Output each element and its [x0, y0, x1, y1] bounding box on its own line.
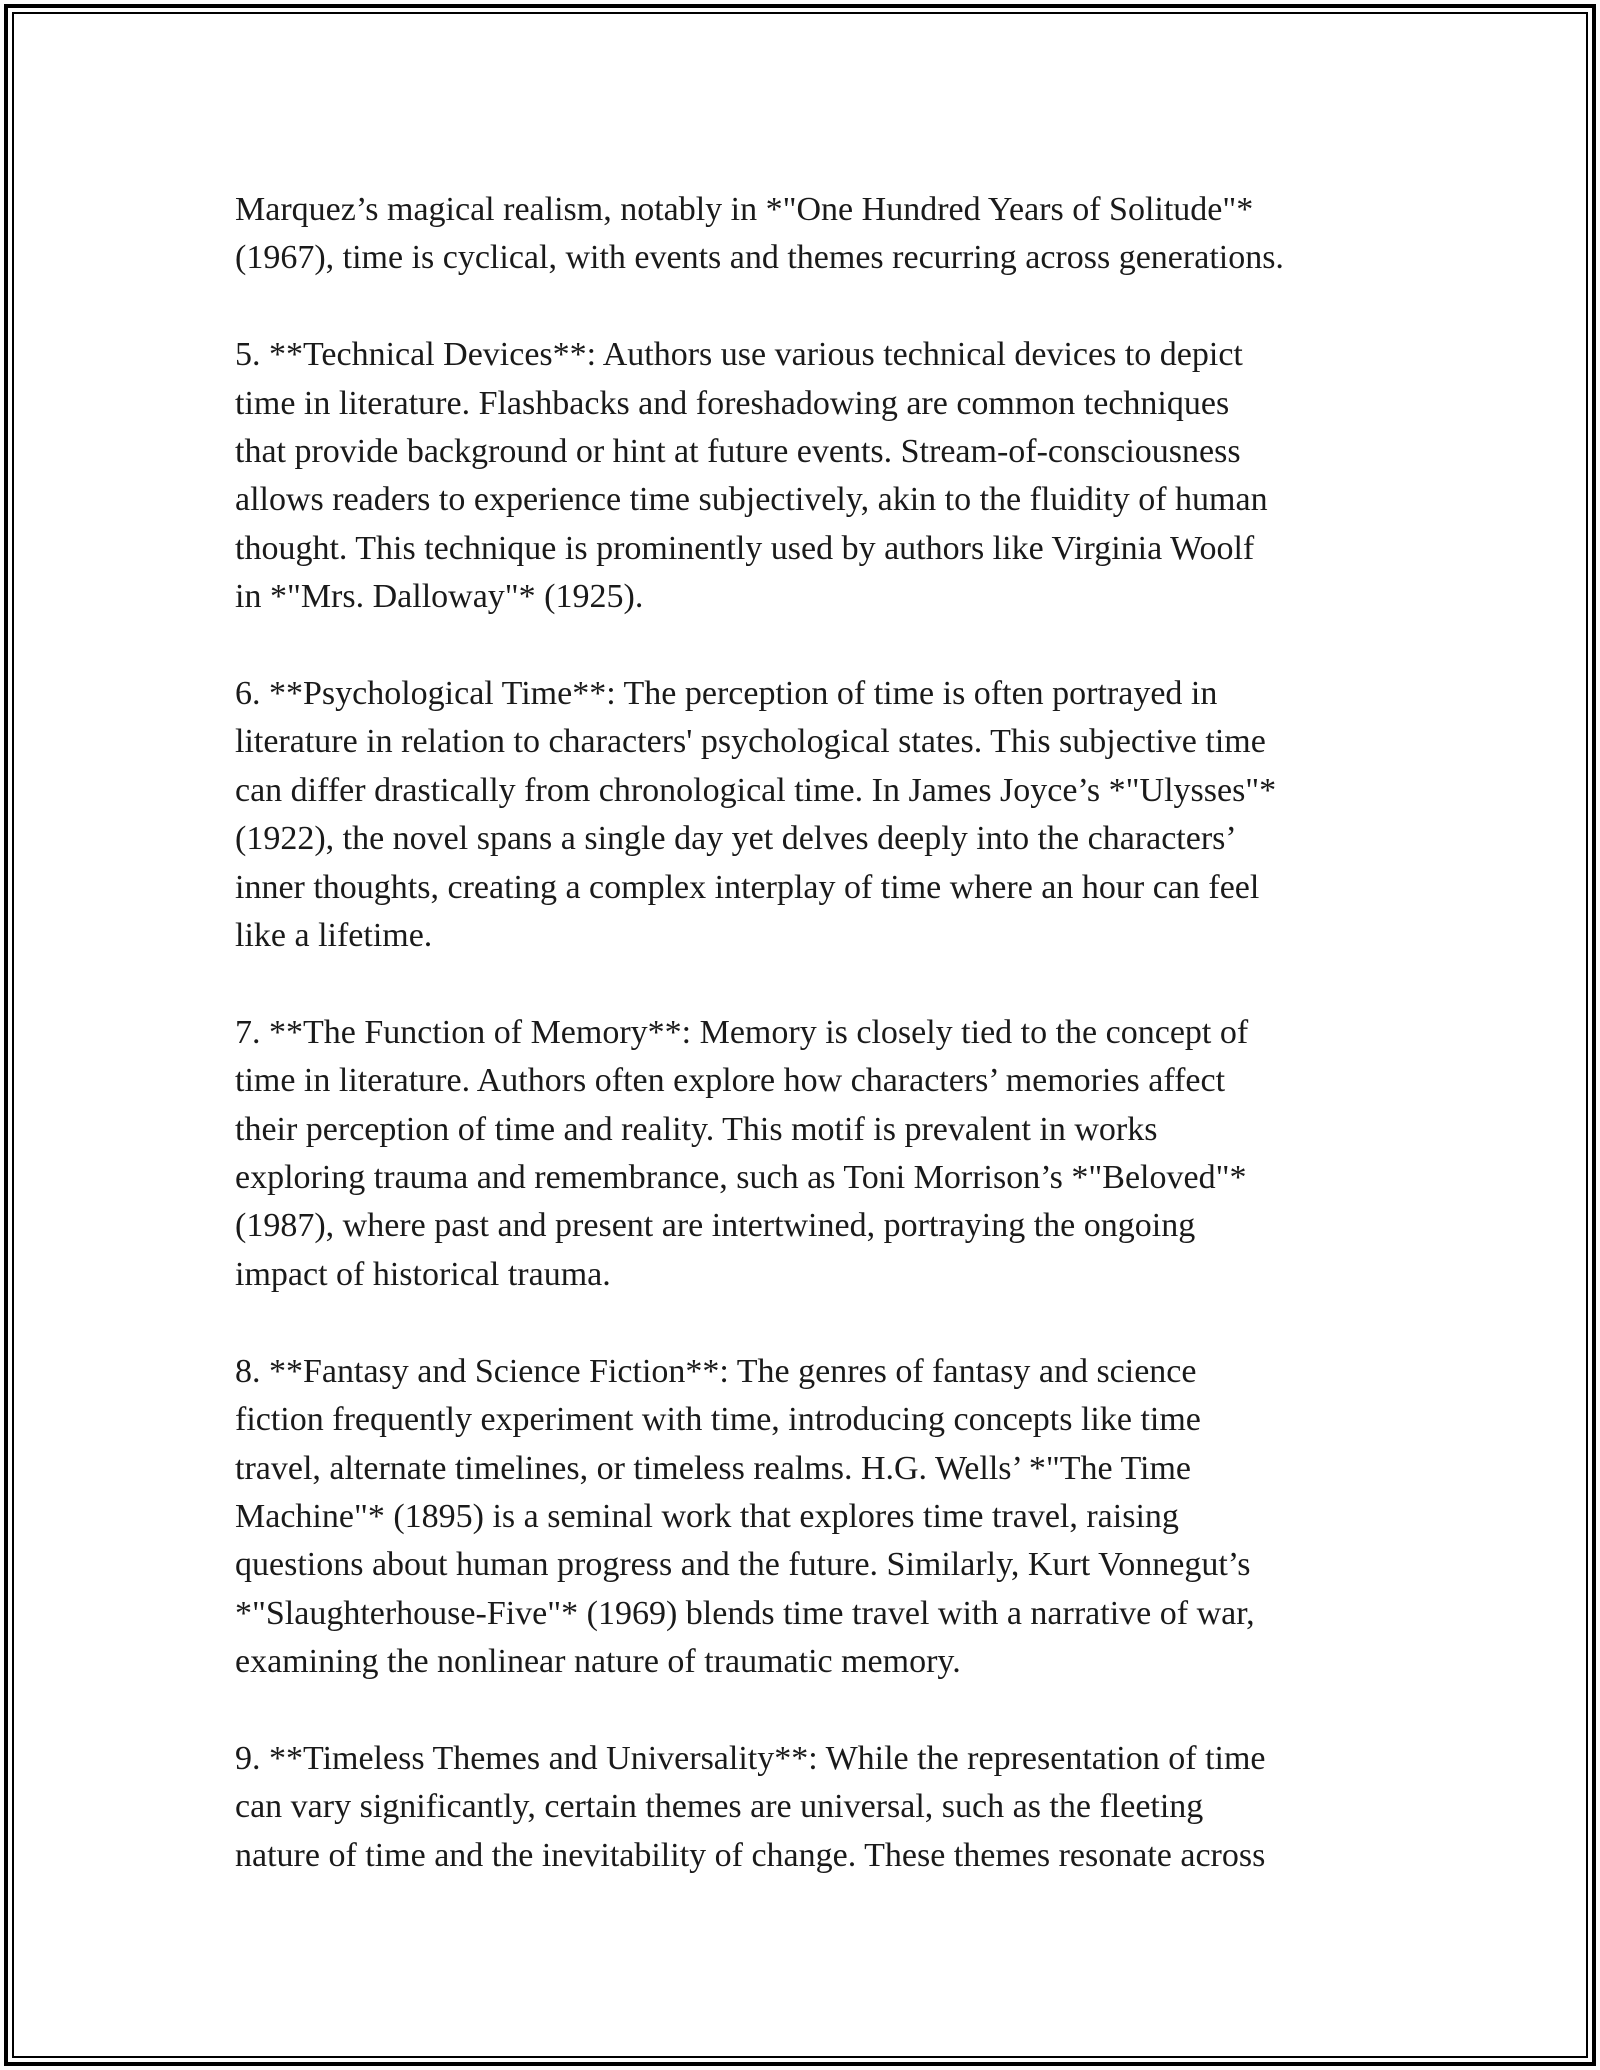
paragraph-technical-devices — [235, 331, 1370, 621]
text-line: impact of historical trauma. — [235, 1255, 611, 1293]
text-line: Machine"* (1895) is a seminal work that explores time travel, raising — [235, 1497, 1179, 1535]
text-line: (1922), the novel spans a single day yet delves deeply into the characters’ — [235, 820, 1237, 858]
text-line: exploring trauma and remembrance, such as Toni Morrison’s *"Beloved"* — [235, 1159, 1247, 1197]
text-line: inner thoughts, creating a complex interplay of time where an hour can feel — [235, 868, 1260, 906]
paragraph-fantasy-science-fiction — [235, 1348, 1370, 1687]
text-line: their perception of time and reality. This motif is prevalent in works — [235, 1110, 1158, 1148]
text-line: thought. This technique is prominently used by authors like Virginia Woolf — [235, 529, 1255, 567]
text-line: Marquez’s magical realism, notably in *"One Hundred Years of Solitude"* — [235, 191, 1254, 228]
text-line: that provide background or hint at future events. Stream-of-consciousness — [235, 433, 1241, 471]
text-line: questions about human progress and the future. Similarly, Kurt Vonnegut’s — [235, 1546, 1251, 1584]
text-line: in *"Mrs. Dalloway"* (1925). — [235, 578, 644, 616]
text-line: examining the nonlinear nature of traumatic memory. — [235, 1643, 961, 1681]
text-line: like a lifetime. — [235, 917, 433, 955]
text-line: can differ drastically from chronological time. In James Joyce’s *"Ulysses"* — [235, 771, 1277, 809]
text-line: fiction frequently experiment with time, introducing concepts like time — [235, 1401, 1201, 1439]
text-line: can vary significantly, certain themes are universal, such as the fleeting — [235, 1788, 1204, 1826]
text-line: 5. **Technical Devices**: Authors use various technical devices to depict — [235, 336, 1243, 374]
text-line: (1967), time is cyclical, with events and themes recurring across generations. — [235, 239, 1284, 277]
text-line: literature in relation to characters' psychological states. This subjective time — [235, 723, 1266, 761]
paragraph-continuation — [235, 186, 1370, 283]
paragraph-timeless-themes — [235, 1735, 1370, 1880]
text-line: 8. **Fantasy and Science Fiction**: The genres of fantasy and science — [235, 1352, 1197, 1390]
text-line: 9. **Timeless Themes and Universality**: While the representation of time — [235, 1739, 1266, 1777]
text-line: time in literature. Flashbacks and foreshadowing are common techniques — [235, 384, 1230, 422]
text-line: allows readers to experience time subjectively, akin to the fluidity of human — [235, 481, 1268, 519]
text-line: time in literature. Authors often explore how characters’ memories affect — [235, 1062, 1226, 1100]
document-body — [235, 186, 1370, 1929]
paragraph-psychological-time — [235, 670, 1370, 960]
text-line: travel, alternate timelines, or timeless realms. H.G. Wells’ *"The Time — [235, 1449, 1192, 1487]
paragraph-function-of-memory — [235, 1009, 1370, 1299]
text-line: *"Slaughterhouse-Five"* (1969) blends time travel with a narrative of war, — [235, 1594, 1255, 1632]
text-line: nature of time and the inevitability of change. These themes resonate across — [235, 1836, 1266, 1874]
text-line: (1987), where past and present are intertwined, portraying the ongoing — [235, 1207, 1196, 1245]
text-line: 7. **The Function of Memory**: Memory is closely tied to the concept of — [235, 1013, 1249, 1051]
text-line: 6. **Psychological Time**: The perception of time is often portrayed in — [235, 675, 1218, 713]
